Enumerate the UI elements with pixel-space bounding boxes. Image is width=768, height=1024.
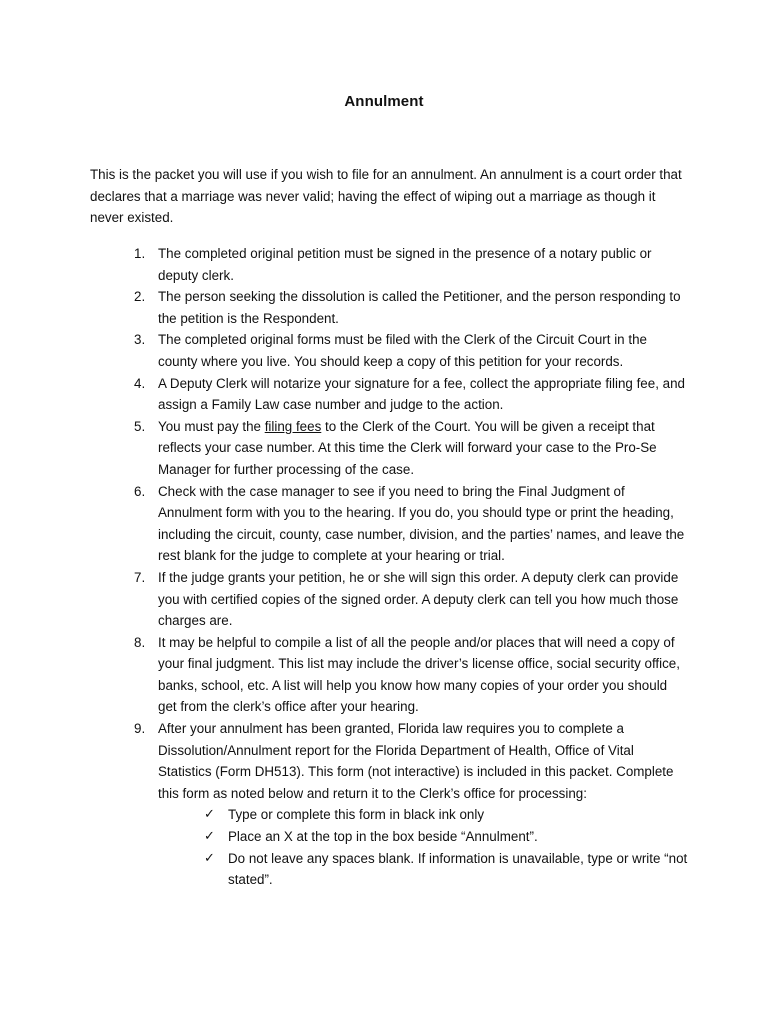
list-item-3 [134,329,689,372]
checklist-item [204,848,689,891]
page-title: Annulment [344,93,424,110]
list-text: The completed original forms must be filed with the Clerk of the Circuit Court in the county where you live. You should keep a copy of this petition for your records. [158,332,647,369]
list-text: The completed original petition must be signed in the presence of a notary public or deputy clerk. [158,246,652,283]
checklist-text: Do not leave any spaces blank. If information is unavailable, type or write “not stated”. [228,850,688,888]
list-number: 4. [134,375,146,391]
list-text: After your annulment has been granted, Florida law requires you to complete a Dissolution/Annulment report for the Florida Department of Health, Office of Vital Statistics (Form DH513). This form (not interactive) is included in this packet. Complete this form as noted below and return it to the Clerk’s office for processing: [158,721,674,801]
checklist-text: Type or complete this form in black ink only [228,807,485,823]
instructions-list [134,243,689,891]
checklist [158,804,689,890]
list-text [158,416,689,481]
text-before-link: You must pay the [158,418,265,434]
list-text: It may be helpful to compile a list of all the people and/or places that will need a copy of your final judgment. This list may include the driver’s license office, social security office, banks, school, etc. A list will help you know how many copies of your order you should get from the clerk’s office after your hearing. [158,634,680,715]
check-icon: ✓ [204,829,215,845]
list-number: 5. [134,418,146,434]
list-item-6 [134,481,689,567]
list-item-2 [134,286,689,329]
list-number: 3. [134,332,146,348]
checklist-item [204,804,689,826]
list-text: The person seeking the dissolution is called the Petitioner, and the person responding to the petition is the Respondent. [158,289,681,326]
list-item-1 [134,243,689,286]
list-number: 9. [134,721,146,737]
check-icon: ✓ [204,850,215,866]
list-number: 6. [134,483,146,499]
filing-fees-link[interactable]: filing fees [264,418,322,434]
checklist-text: Place an X at the top in the box beside “Annulment”. [228,829,538,845]
list-item-8 [134,632,689,718]
check-icon: ✓ [204,807,215,823]
text-after-link: to the Clerk of the Court. You will be given a receipt that reflects your case number. At this time the Clerk will forward your case to the Pro-Se Manager for further processing of the case. [158,418,657,477]
list-text: Check with the case manager to see if you need to bring the Final Judgment of Annulment form with you to the hearing. If you do, you should type or print the heading, including the circuit, county, case number, division, and the parties’ names, and leave the rest blank for the judge to complete at your hearing or trial. [158,483,685,564]
list-number: 8. [134,634,146,650]
checklist-item [204,826,689,848]
list-text: A Deputy Clerk will notarize your signature for a fee, collect the appropriate filing fee, and assign a Family Law case number and judge to the action. [158,375,685,413]
list-item-9 [134,718,689,891]
list-item-7 [134,567,689,632]
list-number: 2. [134,289,146,305]
list-item-4 [134,373,689,416]
intro-paragraph: This is the packet you will use if you wish to file for an annulment. An annulment is a court order that declares that a marriage was never valid; having the effect of wiping out a marriage as though it never existed. [90,167,682,226]
list-item-5 [134,416,689,481]
list-text: If the judge grants your petition, he or she will sign this order. A deputy clerk can provide you with certified copies of the signed order. A deputy clerk can tell you how much those charges are. [158,569,679,629]
list-number: 7. [134,569,146,585]
list-number: 1. [134,246,146,261]
